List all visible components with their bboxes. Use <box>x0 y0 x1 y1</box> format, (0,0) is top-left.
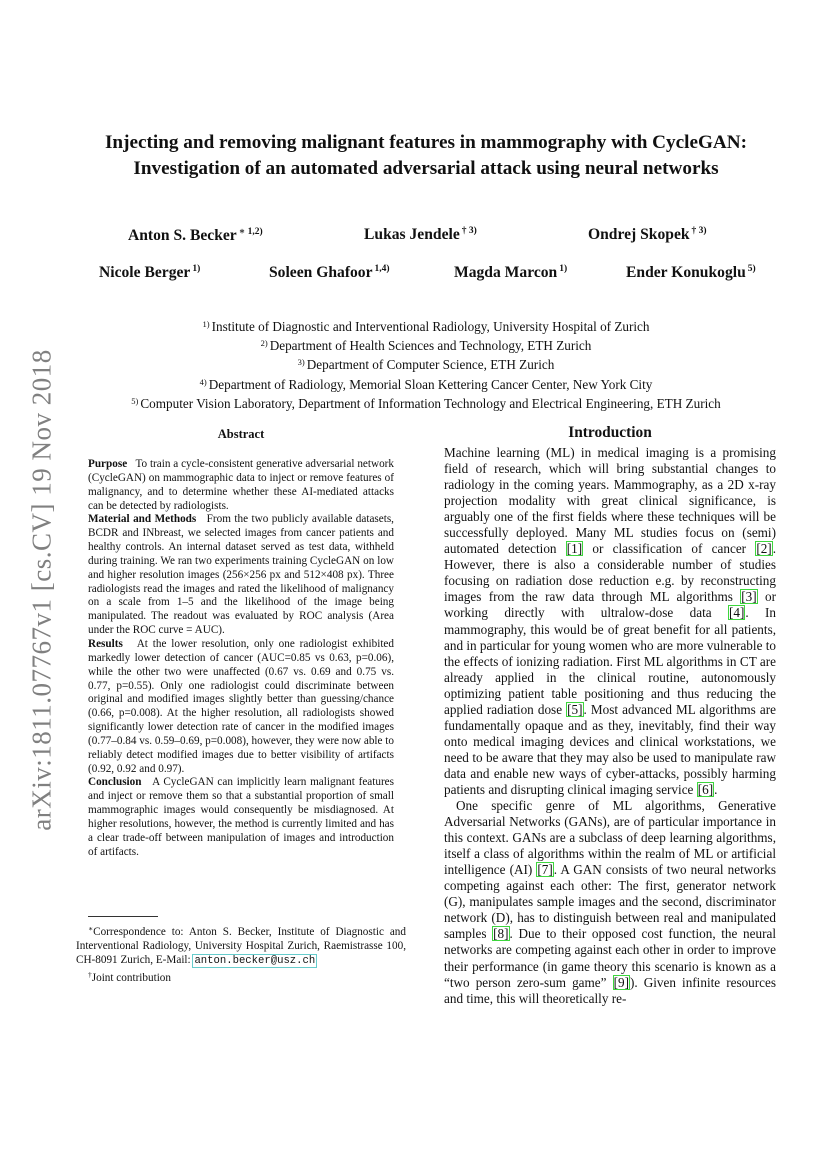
methods-text: From the two publicly available datasets, BCDR and INbreast, we selected images from cancer patients and healthy controls. An internal dataset served as test data, withheld during training. We ran two experiments training CycleGAN on low and higher resolution images (256×256 px and 512×408 px). Three radiologists read the images and rated the likelihood of malignancy on a scale from 1–5 and the likelihood of the image being manipulated. The readout was evaluated by ROC analysis (Area under the ROC curve = AUC). <box>88 513 394 637</box>
paper-title <box>60 130 792 182</box>
affiliation-mark: 1) <box>202 319 210 329</box>
intro-text: or working directly with ultralow-dose data <box>444 589 776 621</box>
footnote-joint <box>76 968 406 986</box>
affiliation-mark: 2) <box>260 338 268 349</box>
abstract-body <box>88 458 394 859</box>
title-line-2: Investigation of an automated adversarial attack using neural networks <box>133 158 719 179</box>
affiliation <box>60 393 792 412</box>
author-jendele <box>364 226 477 244</box>
email-link[interactable]: anton.becker@usz.ch <box>194 954 316 967</box>
citation-link[interactable]: [4] <box>728 605 745 621</box>
affiliation-text: Computer Vision Laboratory, Department of Information Technology and Electrical Engineering, ETH Zurich <box>140 395 721 411</box>
methods-label: Material and Methods <box>88 513 197 526</box>
conclusion-label: Conclusion <box>88 776 142 789</box>
intro-text: . Most advanced ML algorithms are fundamentally opaque and as they, inevitably, find their way onto medical imaging devices and clinical workstations, we need to be aware that they may also be used to manipulate raw data and enable new ways of cyber-attacks, possibly harming patients and disrupting clinical imaging service <box>444 701 776 797</box>
author-mark: 1) <box>192 264 201 274</box>
affiliation <box>60 374 792 393</box>
intro-text: or classification of cancer <box>583 541 756 557</box>
intro-text: One specific genre of ML algorithms, Generative Adversarial Networks (GANs), are of particular importance in this context. GANs are a subclass of deep learning algorithms, itself a class of algorithms within the realm of ML or artificial intelligence (AI) <box>444 798 776 878</box>
citation-link[interactable]: [3] <box>741 589 757 605</box>
citation-link[interactable]: [2] <box>756 541 772 557</box>
footnotes <box>76 922 406 986</box>
footnote-mark: ∗ <box>88 924 94 933</box>
affiliation-mark: 3) <box>297 357 305 368</box>
intro-text: Machine learning (ML) in medical imaging is a promising field of research, which will bring substantial changes to radiology in the coming years. Mammography, as a 2D x-ray projection modality with great clinical significance, is arguably one of the first fields where these techniques will be successfully deployed. Many ML studies focus on (semi) automated detection <box>444 445 776 557</box>
author-berger <box>99 264 200 282</box>
abstract-methods <box>88 513 394 638</box>
abstract-purpose <box>88 458 394 513</box>
intro-text: ). Given infinite resources and time, this will theoretically re- <box>444 974 776 1006</box>
affiliation-text: Department of Health Sciences and Technology, ETH Zurich <box>269 338 592 354</box>
author-name: Lukas Jendele <box>364 226 460 243</box>
correspondence-text: Correspondence to: Anton S. Becker, Institute of Diagnostic and Interventional Radiology, University Hospital Zurich, Raemistrasse 100, CH-8091 Zurich, E-Mail: <box>76 926 406 966</box>
abstract-conclusion <box>88 776 394 859</box>
affiliation <box>60 354 792 373</box>
citation-link[interactable]: [7] <box>537 862 553 878</box>
conclusion-text: A CycleGAN can implicitly learn malignant features and inject or remove them so that a substantial proportion of small mammographic images would consequently be misdiagnosed. At higher resolutions, however, the method is currently limited and has a clear trade-off between manipulation of images and introduction of artifacts. <box>88 776 394 858</box>
intro-text: . A GAN consists of two neural networks competing against each other: The first, generator network (G), manipulates sample images and the second, discriminator network (D), has to distinguish between real and manipulated samples <box>444 862 776 942</box>
title-line-1: Injecting and removing malignant features in mammography with CycleGAN: <box>104 132 748 153</box>
author-mark: ∗ 1,2) <box>238 227 263 237</box>
author-mark: 5) <box>747 264 756 274</box>
citation-link[interactable]: [6] <box>697 781 714 797</box>
introduction-heading: Introduction <box>568 424 652 441</box>
citation-link[interactable]: [5] <box>567 701 583 717</box>
affiliation-text: Institute of Diagnostic and Interventional Radiology, University Hospital of Zurich <box>211 319 650 334</box>
abstract-results <box>88 638 394 776</box>
affiliation-text: Department of Radiology, Memorial Sloan Kettering Cancer Center, New York City <box>208 376 653 392</box>
author-marcon <box>454 264 567 282</box>
footnote-rule <box>88 916 158 917</box>
author-becker <box>128 226 263 245</box>
author-mark: 1) <box>559 264 568 274</box>
author-mark: 1,4) <box>374 264 390 274</box>
affiliation-mark: 4) <box>199 376 207 387</box>
results-text: At the lower resolution, only one radiologist exhibited markedly lower detection of cancer (AUC=0.85 vs 0.63, p=0.06), while the other two were unaffected (0.67 vs. 0.69 and 0.75 vs. 0.77, p=0.55). Only one radiologist could discriminate between original and modified images slightly better than guessing/chance (0.66, p=0.008). At the higher resolution, all radiologists showed significantly lower detection rate of cancer in the modified images (0.77–0.84 vs. 0.59–0.69, p=0.008), however, they were now able to reliably detect modified images due to better visibility of artifacts (0.92, 0.92 and 0.97). <box>88 637 395 775</box>
author-konukoglu <box>626 264 756 282</box>
arxiv-identifier <box>22 320 62 860</box>
affiliation <box>60 316 792 335</box>
author-name: Anton S. Becker <box>128 227 237 244</box>
footnote-correspondence <box>76 922 406 968</box>
intro-text: . However, there is also a considerable number of studies focusing on radiation dose reduction e.g. by reconstructing images from the raw data through ML algorithms <box>444 541 776 605</box>
author-name: Ondrej Skopek <box>588 226 690 243</box>
citation-link[interactable]: [9] <box>613 974 629 990</box>
author-ghafoor <box>269 264 390 282</box>
author-name: Soleen Ghafoor <box>269 264 373 281</box>
results-label: Results <box>88 637 123 650</box>
author-mark: † 3) <box>461 226 477 236</box>
author-skopek <box>588 226 707 244</box>
intro-paragraph-1 <box>444 445 776 798</box>
affiliations <box>60 316 792 412</box>
purpose-label: Purpose <box>88 458 128 470</box>
abstract-heading: Abstract <box>217 427 265 441</box>
intro-text: . In mammography, this would be of great benefit for all patients, and in particular for young women who are more vulnerable to the effects of ionizing radiation. First ML algorithms in CT are already applied in the clinical routine, autonomously optimizing patient table positioning and thus reducing the applied radiation dose <box>444 605 776 717</box>
intro-text: . <box>714 781 718 797</box>
citation-link[interactable]: [1] <box>566 541 583 557</box>
footnote-mark: † <box>88 970 92 980</box>
author-mark: † 3) <box>691 226 707 236</box>
intro-text: . Due to their opposed cost function, the neural networks are competing against each other in order to improve their performance (in game theory this scenario is known as a “two person zero-sum game” <box>444 926 776 990</box>
joint-text: Joint contribution <box>91 972 171 985</box>
author-name: Magda Marcon <box>454 264 558 281</box>
author-name: Ender Konukoglu <box>626 264 746 281</box>
intro-paragraph-2 <box>444 798 776 1007</box>
citation-link[interactable]: [8] <box>493 926 509 942</box>
affiliation <box>60 335 792 354</box>
introduction-body <box>444 445 776 1007</box>
affiliation-mark: 5) <box>131 395 139 406</box>
purpose-text: To train a cycle-consistent generative adversarial network (CycleGAN) on mammographic data to inject or remove features of malignancy, and to determine whether these AI-mediated attacks can be detected by radiologists. <box>88 458 394 512</box>
affiliation-text: Department of Computer Science, ETH Zurich <box>306 357 555 373</box>
author-name: Nicole Berger <box>99 264 191 281</box>
arxiv-identifier-text: arXiv:1811.07767v1 [cs.CV] 19 Nov 2018 <box>26 349 57 831</box>
